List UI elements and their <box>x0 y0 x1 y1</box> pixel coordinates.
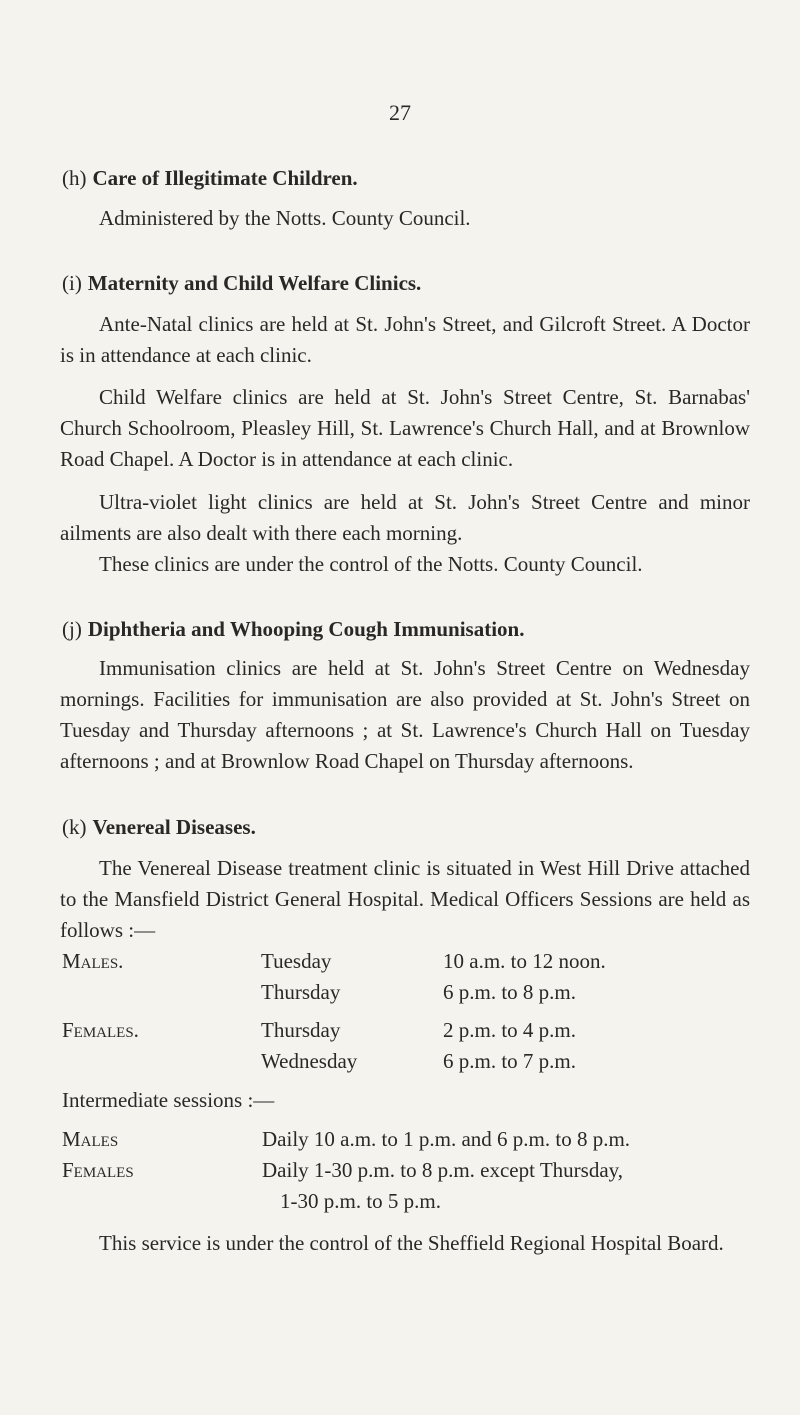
section-k-title: Venereal Diseases. <box>92 815 256 839</box>
males-day-1: Tuesday <box>261 949 332 973</box>
intermediate-males-text: Daily 10 a.m. to 1 p.m. and 6 p.m. to 8 p.m. <box>262 1127 631 1151</box>
section-k-label: (k) <box>62 815 87 839</box>
section-h-label: (h) <box>62 166 87 190</box>
section-k-heading <box>62 815 256 840</box>
section-h-paragraph: Administered by the Notts. County Council. <box>99 206 471 230</box>
intermediate-females-text-1: Daily 1-30 p.m. to 8 p.m. except Thursday, <box>262 1158 624 1182</box>
males-time-2: 6 p.m. to 8 p.m. <box>443 980 577 1004</box>
section-h-title: Care of Illegitimate Children. <box>92 166 358 190</box>
section-j-label: (j) <box>62 617 82 641</box>
section-i-label: (i) <box>62 271 82 295</box>
intermediate-males-label: Males <box>62 1127 119 1151</box>
section-i-heading <box>62 271 421 296</box>
section-h-heading <box>62 166 358 191</box>
page-number: 27 <box>389 100 411 125</box>
females-time-2: 6 p.m. to 7 p.m. <box>443 1049 577 1073</box>
males-day-2: Thursday <box>261 980 341 1004</box>
section-i-paragraph-3: Ultra-violet light clinics are held at St. John's Street Centre and minor ailments are also dealt with there each morning. <box>60 490 750 545</box>
section-i-paragraph-2: Child Welfare clinics are held at St. John's Street Centre, St. Barnabas' Church Schoolroom, Pleasley Hill, St. Lawrence's Church Hall, and at Brownlow Road Chapel. A Doctor is in attendance at each clinic. <box>60 385 750 471</box>
females-label: Females. <box>62 1018 139 1042</box>
males-time-1: 10 a.m. to 12 noon. <box>443 949 606 973</box>
section-j-heading <box>62 617 525 642</box>
section-i-title: Maternity and Child Welfare Clinics. <box>87 271 422 295</box>
section-i-paragraph-4: These clinics are under the control of the Notts. County Council. <box>99 552 643 576</box>
section-j-title: Diphtheria and Whooping Cough Immunisation. <box>87 617 525 641</box>
section-i-paragraph-1: Ante-Natal clinics are held at St. John's Street, and Gilcroft Street. A Doctor is in attendance at each clinic. <box>60 312 750 367</box>
intermediate-females-label: Females <box>62 1158 134 1182</box>
females-day-2: Wednesday <box>261 1049 358 1073</box>
males-label: Males. <box>62 949 124 973</box>
intermediate-heading: Intermediate sessions :— <box>62 1088 275 1112</box>
section-k-final-paragraph: This service is under the control of the Sheffield Regional Hospital Board. <box>99 1231 724 1255</box>
section-j-paragraph: Immunisation clinics are held at St. John's Street Centre on Wednesday mornings. Facilities for immunisation are also provided at St. John's Street on Tuesday and Thursday afternoons ; at St. Lawrence's Church Hall on Tuesday afternoons ; and at Brownlow Road Chapel on Thursday afternoons. <box>60 656 750 773</box>
section-k-paragraph: The Venereal Disease treatment clinic is situated in West Hill Drive attached to the Mansfield District General Hospital. Medical Officers Sessions are held as follows :— <box>60 856 750 942</box>
intermediate-females-text-2: 1-30 p.m. to 5 p.m. <box>280 1189 441 1213</box>
females-time-1: 2 p.m. to 4 p.m. <box>443 1018 577 1042</box>
females-day-1: Thursday <box>261 1018 341 1042</box>
